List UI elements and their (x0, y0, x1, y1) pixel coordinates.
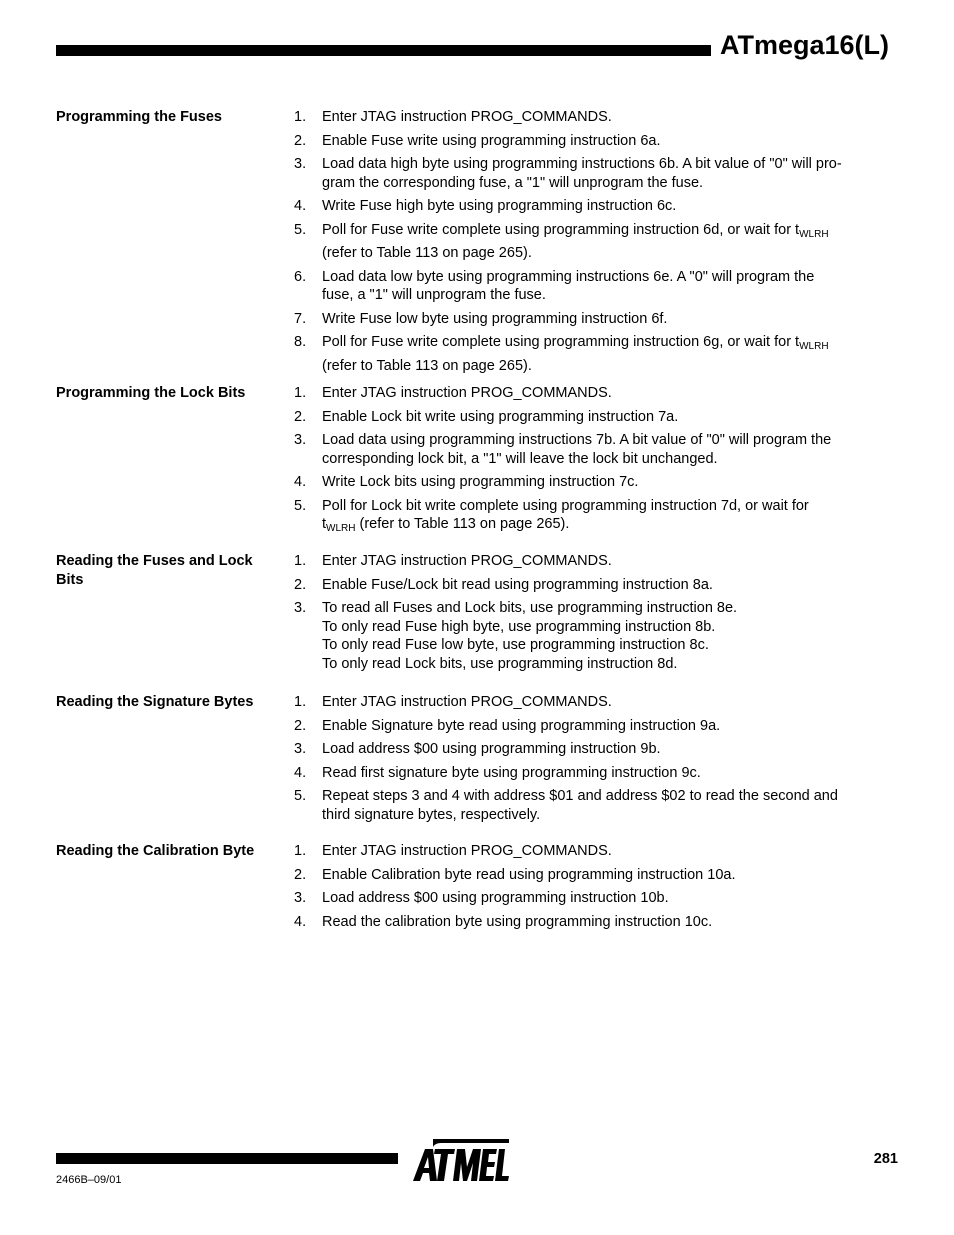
step-number: 4. (294, 764, 307, 781)
step-line: Load address $00 using programming instruction 9b. (322, 741, 661, 757)
section-title: Reading the Signature Bytes (56, 694, 254, 710)
step-line: Enable Fuse/Lock bit read using programming instruction 8a. (322, 576, 713, 593)
step-line (322, 333, 884, 357)
step-line: Read first signature byte using programming instruction 9c. (322, 764, 701, 781)
step-text (322, 384, 884, 403)
step-line-text: Poll for Fuse write complete using programming instruction 6g, or wait for t (322, 334, 800, 350)
step-item (294, 552, 884, 571)
step-item (294, 764, 884, 783)
step-line: Write Fuse high byte using programming instruction 6c. (322, 198, 677, 214)
section-title: Reading the Calibration Byte (56, 843, 255, 859)
step-item (294, 333, 884, 375)
step-line: To only read Fuse high byte, use programming instruction 8b. (322, 618, 716, 635)
step-number: 1. (294, 843, 307, 859)
step-line: gram the corresponding fuse, a "1" will unprogram the fuse. (322, 174, 704, 191)
step-text (322, 889, 884, 908)
step-number: 5. (294, 497, 307, 514)
step-text (322, 408, 884, 427)
step-list (294, 842, 884, 936)
step-number: 4. (294, 913, 307, 930)
step-line-text: Poll for Fuse write complete using programming instruction 6d, or wait for t (322, 221, 800, 238)
step-line (322, 221, 884, 245)
step-line: Enter JTAG instruction PROG_COMMANDS. (322, 553, 612, 569)
step-text (322, 717, 884, 736)
step-item (294, 889, 884, 908)
step-number: 1. (294, 694, 307, 710)
step-list (294, 384, 884, 544)
step-list (294, 108, 884, 380)
step-line: third signature bytes, respectively. (322, 806, 541, 823)
step-text (322, 310, 884, 329)
step-text (322, 155, 884, 192)
step-number: 3. (294, 156, 307, 172)
step-text (322, 473, 884, 492)
step-line-text: t (322, 516, 327, 532)
step-text (322, 497, 884, 539)
step-text (322, 221, 884, 263)
step-number: 3. (294, 432, 307, 448)
step-number: 4. (294, 198, 307, 214)
footer-rule (56, 1153, 398, 1164)
step-text (322, 333, 884, 375)
step-line: To only read Fuse low byte, use programming instruction 8c. (322, 637, 709, 653)
step-number: 5. (294, 788, 307, 804)
step-text (322, 132, 884, 151)
step-item (294, 473, 884, 492)
step-line: (refer to Table 113 on page 265). (322, 357, 532, 374)
step-line-text: (refer to Table 113 on page 265). (355, 516, 570, 532)
step-text (322, 268, 884, 305)
step-text (322, 599, 884, 673)
step-item (294, 866, 884, 885)
step-item (294, 408, 884, 427)
step-text (322, 552, 884, 571)
step-item (294, 268, 884, 305)
step-number: 2. (294, 717, 307, 734)
step-number: 7. (294, 310, 307, 327)
step-number: 3. (294, 890, 307, 906)
header-rule (56, 45, 711, 56)
step-number: 1. (294, 553, 307, 569)
step-line: Enter JTAG instruction PROG_COMMANDS. (322, 843, 612, 859)
step-line: Repeat steps 3 and 4 with address $01 and address $02 to read the second and (322, 788, 838, 804)
subscript: WLRH (326, 523, 356, 534)
step-line: Enter JTAG instruction PROG_COMMANDS. (322, 109, 612, 125)
step-number: 2. (294, 866, 307, 883)
section-title: Programming the Fuses (56, 109, 222, 125)
step-list (294, 693, 884, 829)
step-line: Enable Signature byte read using programming instruction 9a. (322, 717, 721, 734)
step-line: To read all Fuses and Lock bits, use programming instruction 8e. (322, 600, 738, 616)
document-code: 2466B–09/01 (56, 1174, 122, 1186)
step-number: 1. (294, 109, 307, 125)
step-number: 5. (294, 221, 307, 238)
step-text (322, 764, 884, 783)
section-title: Reading the Fuses and Lock Bits (56, 553, 253, 588)
step-item (294, 108, 884, 127)
step-line: Read the calibration byte using programming instruction 10c. (322, 913, 713, 930)
step-item (294, 221, 884, 263)
step-line: Load address $00 using programming instruction 10b. (322, 890, 669, 906)
step-number: 2. (294, 132, 307, 149)
step-number: 1. (294, 385, 307, 401)
step-text (322, 866, 884, 885)
step-item (294, 693, 884, 712)
step-item (294, 787, 884, 824)
step-item (294, 599, 884, 673)
step-text (322, 842, 884, 861)
step-text (322, 693, 884, 712)
step-item (294, 155, 884, 192)
step-item (294, 497, 884, 539)
step-number: 3. (294, 600, 307, 616)
step-line: Load data high byte using programming instructions 6b. A bit value of "0" will pro- (322, 156, 842, 172)
step-line: Enter JTAG instruction PROG_COMMANDS. (322, 385, 612, 401)
step-number: 8. (294, 334, 307, 350)
step-line: Poll for Lock bit write complete using programming instruction 7d, or wait for (322, 497, 809, 514)
step-item (294, 740, 884, 759)
atmel-logo (411, 1137, 511, 1185)
step-number: 2. (294, 408, 307, 425)
page-number: 281 (873, 1151, 898, 1167)
step-text (322, 740, 884, 759)
step-line: Enable Fuse write using programming instruction 6a. (322, 132, 661, 149)
step-item (294, 576, 884, 595)
step-item (294, 913, 884, 932)
subscript: WLRH (799, 228, 829, 240)
step-item (294, 842, 884, 861)
step-list (294, 552, 884, 678)
step-text (322, 431, 884, 468)
step-line: (refer to Table 113 on page 265). (322, 245, 532, 261)
document-title: ATmega16(L) (720, 30, 890, 60)
step-line: Load data using programming instructions 7b. A bit value of "0" will program the (322, 432, 832, 448)
step-line: Load data low byte using programming instructions 6e. A "0" will program the (322, 268, 815, 285)
step-item (294, 197, 884, 216)
step-number: 4. (294, 474, 307, 490)
step-number: 3. (294, 741, 307, 757)
step-item (294, 431, 884, 468)
step-text (322, 108, 884, 127)
step-number: 6. (294, 268, 307, 285)
step-text (322, 197, 884, 216)
section-title: Programming the Lock Bits (56, 385, 246, 401)
step-text (322, 913, 884, 932)
step-line: Enable Lock bit write using programming instruction 7a. (322, 408, 679, 425)
step-text (322, 576, 884, 595)
step-item (294, 310, 884, 329)
step-text (322, 787, 884, 824)
step-line: corresponding lock bit, a "1" will leave the lock bit unchanged. (322, 450, 718, 467)
step-line: Enter JTAG instruction PROG_COMMANDS. (322, 694, 612, 710)
step-number: 2. (294, 576, 307, 593)
step-line: Enable Calibration byte read using programming instruction 10a. (322, 866, 736, 883)
step-line: Write Fuse low byte using programming instruction 6f. (322, 310, 668, 327)
step-line: To only read Lock bits, use programming instruction 8d. (322, 655, 678, 672)
step-item (294, 384, 884, 403)
step-item (294, 717, 884, 736)
step-line: fuse, a "1" will unprogram the fuse. (322, 287, 546, 303)
step-line: Write Lock bits using programming instruction 7c. (322, 474, 639, 490)
step-item (294, 132, 884, 151)
subscript: WLRH (799, 341, 829, 352)
step-line (322, 515, 884, 539)
